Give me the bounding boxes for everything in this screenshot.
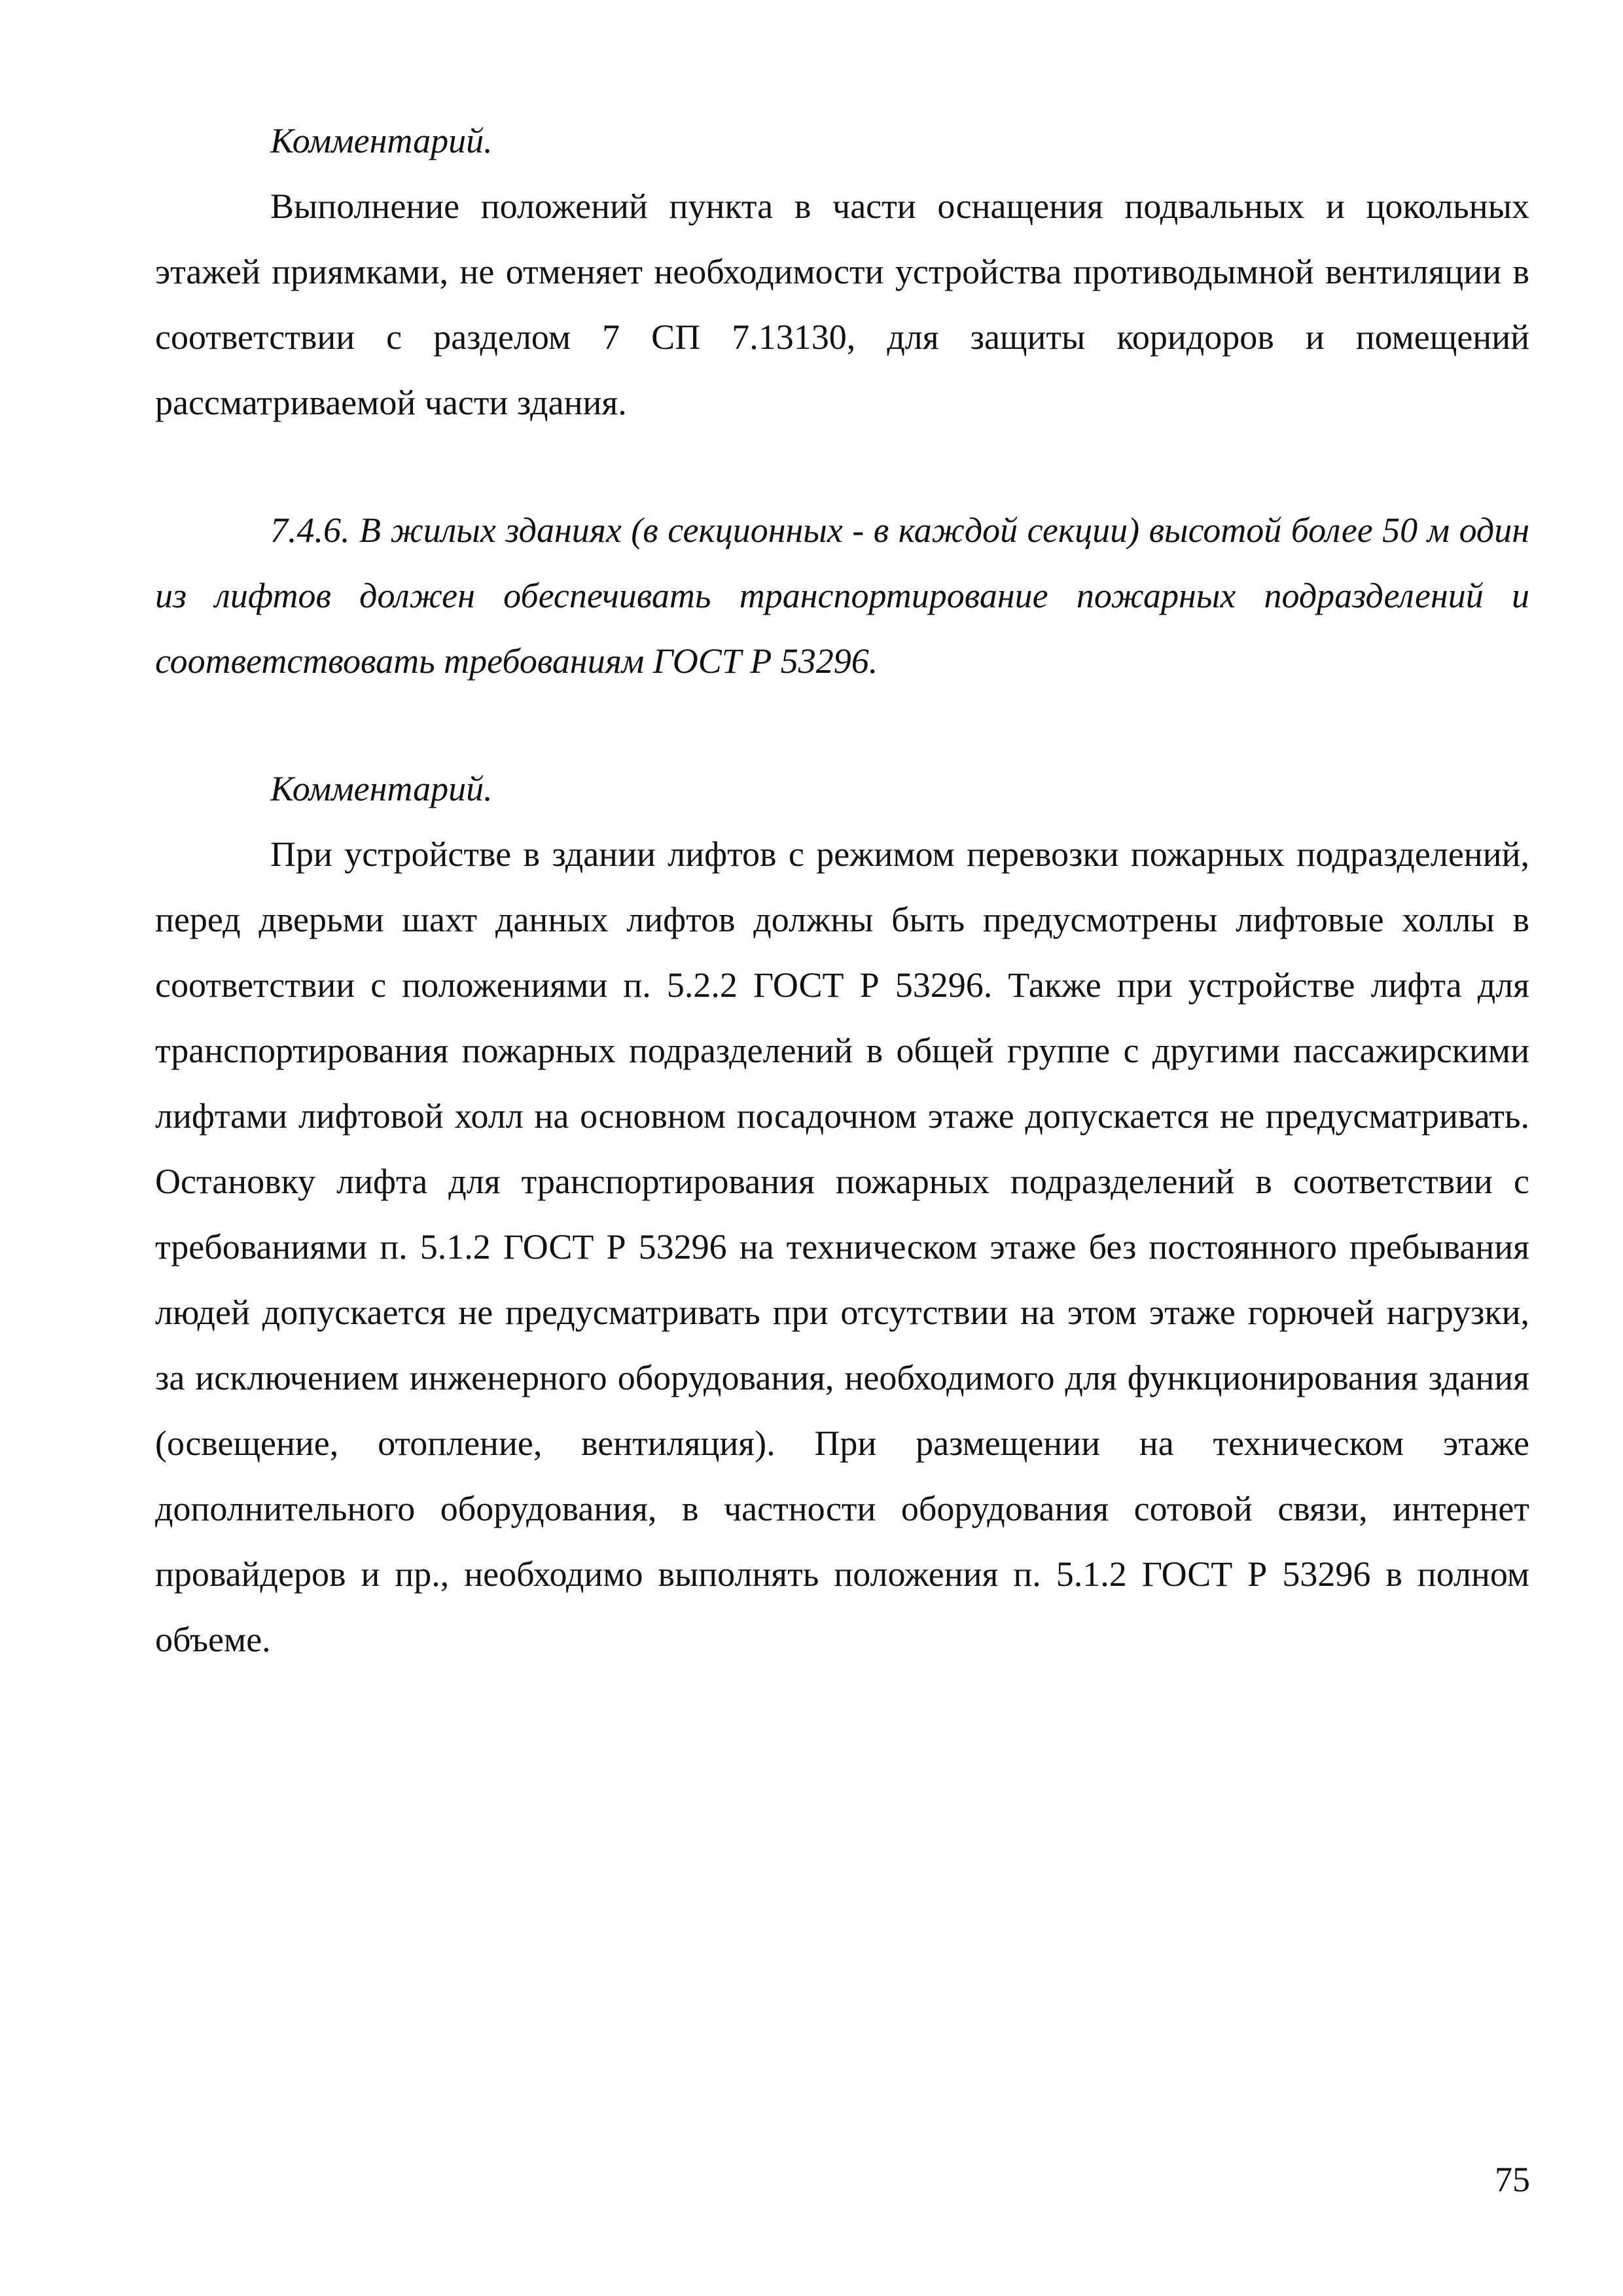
spacer — [155, 435, 1529, 497]
comment-label-1: Комментарий. — [270, 121, 493, 160]
comment-label-2: Комментарий. — [270, 769, 493, 808]
clause-7-4-6: 7.4.6. В жилых зданиях (в секционных - в каждой секции) высотой более 50 м один из лифтов должен обеспечивать транспортирование пожарных подразделений и соответствовать требованиям ГОСТ Р 53296. — [155, 511, 1529, 681]
spacer — [155, 694, 1529, 756]
comment-paragraph-1: Выполнение положений пункта в части оснащения подвальных и цокольных этажей приямками, не отменяет необходимости устройства противодымной вентиляции в соответствии с разделом 7 СП 7.13130, для защиты коридоров и помещений рассматриваемой части здания. — [155, 187, 1529, 422]
comment-paragraph-2: При устройстве в здании лифтов с режимом перевозки пожарных подразделений, перед дверьми шахт данных лифтов должны быть предусмотрены лифтовые холлы в соответствии с положениями п. 5.2.2 ГОСТ Р 53296. Также при устройстве лифта для транспортирования пожарных подразделений в общей группе с другими пассажирскими лифтами лифтовой холл на основном посадочном этаже допускается не предусматривать. Остановку лифта для транспортирования пожарных подразделений в соответствии с требованиями п. 5.1.2 ГОСТ Р 53296 на техническом этаже без постоянного пребывания людей допускается не предусматривать при отсутствии на этом этаже горючей нагрузки, за исключением инженерного оборудования, необходимого для функционирования здания (освещение, отопление, вентиляция). При размещении на техническом этаже дополнительного оборудования, в частности оборудования сотовой связи, интернет провайдеров и пр., необходимо выполнять положения п. 5.1.2 ГОСТ Р 53296 в полном объеме. — [155, 834, 1529, 1659]
page-number: 75 — [1495, 2160, 1530, 2199]
page-content — [155, 108, 1529, 1672]
